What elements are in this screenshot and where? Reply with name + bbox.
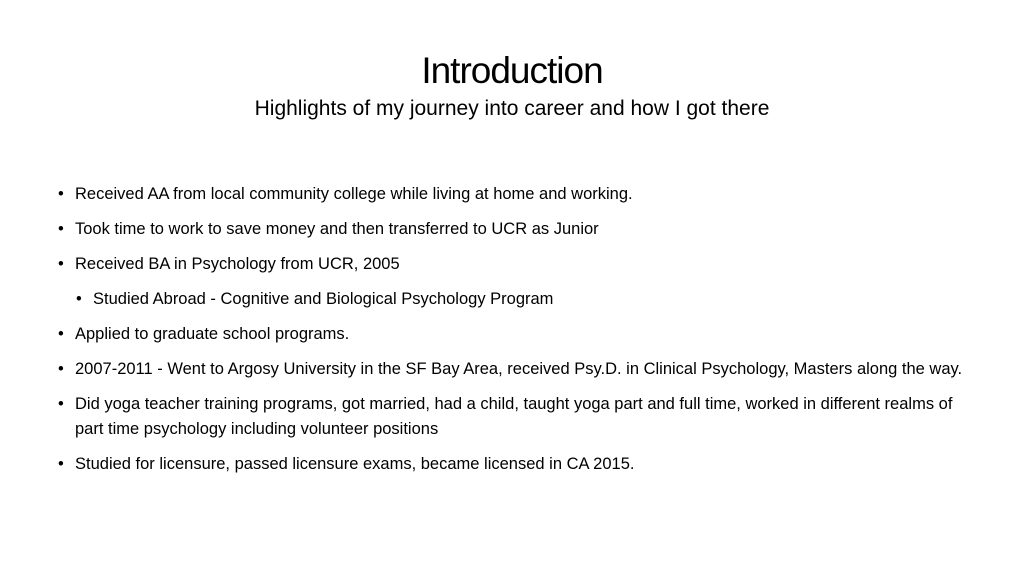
bullet-text: 2007-2011 - Went to Argosy University in the SF Bay Area, received Psy.D. in Clinical Psychology, Masters along the way. [75, 360, 963, 378]
slide-subtitle: Highlights of my journey into career and how I got there [254, 97, 770, 120]
bullet-icon: • [58, 455, 64, 473]
bullet-icon: • [58, 360, 64, 378]
bullet-icon: • [58, 395, 64, 413]
bullet-text: Received BA in Psychology from UCR, 2005 [75, 255, 400, 273]
bullet-item [58, 182, 968, 207]
bullet-text: Did yoga teacher training programs, got married, had a child, taught yoga part and full time, worked in different realms of part time psychology including volunteer positions [75, 395, 953, 438]
bullet-item [58, 322, 968, 347]
sub-bullet-item [76, 287, 968, 312]
slide-title: Introduction [421, 50, 603, 91]
bullet-text: Studied Abroad - Cognitive and Biological Psychology Program [93, 290, 554, 308]
bullet-text: Took time to work to save money and then transferred to UCR as Junior [75, 220, 599, 238]
bullet-text: Received AA from local community college while living at home and working. [75, 185, 633, 203]
bullet-icon: • [58, 255, 64, 273]
bullet-text: Studied for licensure, passed licensure exams, became licensed in CA 2015. [75, 455, 635, 473]
bullet-item [58, 452, 968, 477]
bullet-item [58, 217, 968, 242]
bullet-list [58, 182, 968, 487]
bullet-icon: • [58, 220, 64, 238]
bullet-icon: • [58, 325, 64, 343]
bullet-icon: • [58, 185, 64, 203]
bullet-text: Applied to graduate school programs. [75, 325, 350, 343]
bullet-item [58, 357, 968, 382]
bullet-item [58, 252, 968, 277]
bullet-item [58, 392, 968, 442]
bullet-icon: • [76, 290, 82, 308]
